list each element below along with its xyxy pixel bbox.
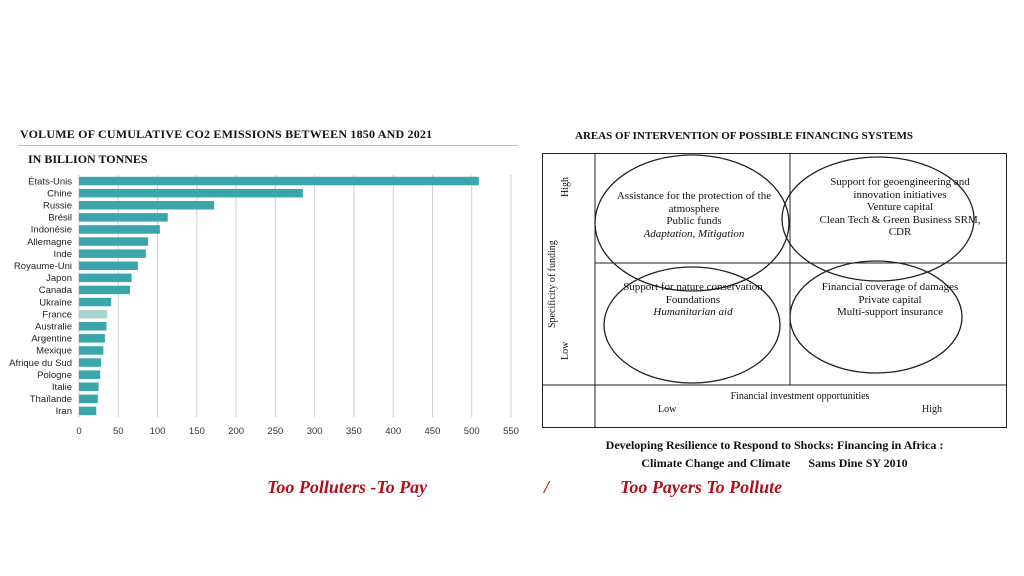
quadrant-bottom-right bbox=[800, 281, 980, 319]
x-high-label: High bbox=[922, 404, 942, 415]
category-label: Ukraine bbox=[39, 297, 72, 309]
bar bbox=[79, 274, 132, 283]
x-tick-label: 450 bbox=[424, 426, 441, 437]
quadrant-text: Public funds bbox=[666, 215, 722, 227]
bar bbox=[79, 370, 100, 379]
category-label: Thaïlande bbox=[29, 394, 72, 406]
bar bbox=[79, 189, 303, 198]
category-label: Brésil bbox=[48, 212, 72, 224]
category-label: Royaume-Uni bbox=[13, 260, 72, 272]
bar bbox=[79, 334, 105, 343]
x-low-label: Low bbox=[658, 404, 677, 415]
quadrant-text: Support for nature conservation bbox=[623, 281, 763, 293]
x-tick-label: 300 bbox=[306, 426, 323, 437]
category-label: France bbox=[42, 309, 72, 321]
category-label: Canada bbox=[38, 285, 72, 297]
category-label: Russie bbox=[42, 200, 72, 212]
bar bbox=[79, 249, 146, 258]
y-axis-title: Specificity of funding bbox=[547, 240, 558, 328]
category-label: Japon bbox=[46, 273, 72, 285]
x-tick-label: 350 bbox=[345, 426, 362, 437]
bar bbox=[79, 201, 214, 210]
bar bbox=[79, 225, 160, 234]
slogan-right: Too Payers To Pollute bbox=[620, 477, 783, 497]
slogan-left: Too Polluters -To Pay bbox=[267, 477, 428, 497]
bar bbox=[79, 177, 479, 186]
category-label: Allemagne bbox=[27, 236, 72, 248]
category-label: Pologne bbox=[37, 369, 72, 381]
category-label: États-Unis bbox=[28, 176, 72, 188]
quadrant-text: Adaptation, Mitigation bbox=[643, 227, 745, 240]
quadrant-bottom-left bbox=[604, 281, 782, 319]
category-label: Italie bbox=[51, 381, 72, 393]
slogan-separator: / bbox=[544, 477, 550, 497]
y-low-label: Low bbox=[560, 341, 571, 360]
category-label: Inde bbox=[53, 248, 72, 260]
category-label: Indonésie bbox=[30, 224, 72, 236]
x-tick-label: 100 bbox=[149, 426, 166, 437]
quadrant-text: Financial coverage of damages bbox=[821, 281, 959, 293]
quadrant-text: Support for geoengineering and bbox=[830, 176, 970, 188]
quadrant-text: innovation initiatives bbox=[853, 188, 947, 201]
quadrant-text: Private capital bbox=[858, 293, 922, 306]
bar bbox=[79, 298, 111, 307]
bar bbox=[79, 383, 99, 392]
bar bbox=[79, 262, 138, 271]
quadrant-top-left bbox=[604, 190, 784, 240]
caption-line: Climate Change and Climate Sams Dine SY 2010 bbox=[641, 456, 908, 470]
bar bbox=[79, 213, 168, 222]
diagram-title: AREAS OF INTERVENTION OF POSSIBLE FINANCING SYSTEMS bbox=[575, 130, 914, 142]
chart-subtitle: IN BILLION TONNES bbox=[28, 152, 148, 166]
quadrant-top-right bbox=[800, 176, 1000, 239]
x-tick-label: 50 bbox=[112, 426, 124, 437]
x-tick-label: 500 bbox=[463, 426, 480, 437]
caption-line: Developing Resilience to Respond to Shocks: Financing in Africa : bbox=[605, 438, 944, 452]
title-divider bbox=[18, 145, 518, 146]
x-tick-label: 550 bbox=[503, 426, 519, 437]
bar bbox=[79, 346, 103, 355]
category-label: Chine bbox=[47, 188, 72, 200]
bar bbox=[79, 358, 101, 367]
chart-title: VOLUME OF CUMULATIVE CO2 EMISSIONS BETWEEN 1850 AND 2021 bbox=[20, 127, 433, 141]
quadrant-text: atmosphere bbox=[668, 202, 720, 215]
bar-chart bbox=[0, 165, 530, 445]
quadrant-text: Clean Tech & Green Business SRM, bbox=[819, 213, 981, 226]
y-high-label: High bbox=[560, 177, 571, 197]
x-tick-label: 200 bbox=[228, 426, 245, 437]
category-label: Afrique du Sud bbox=[9, 357, 72, 369]
bar bbox=[79, 407, 96, 416]
quadrant-text: Humanitarian aid bbox=[653, 306, 733, 318]
x-axis-label: Financial investment opportunities bbox=[730, 391, 870, 402]
category-label: Mexique bbox=[36, 345, 72, 357]
category-label: Iran bbox=[55, 406, 72, 418]
diagram-caption bbox=[542, 436, 1007, 472]
x-tick-label: 150 bbox=[188, 426, 205, 437]
quadrant-text: Foundations bbox=[665, 293, 721, 306]
quadrant-text: Assistance for the protection of the bbox=[616, 190, 772, 202]
quadrant-text: Venture capital bbox=[866, 201, 934, 213]
x-tick-label: 250 bbox=[267, 426, 284, 437]
quadrant-text: CDR bbox=[888, 226, 912, 238]
bar bbox=[79, 395, 98, 404]
bar bbox=[79, 237, 148, 246]
bar bbox=[79, 310, 107, 319]
category-label: Australie bbox=[35, 321, 72, 333]
x-tick-label: 0 bbox=[76, 426, 82, 437]
quadrant-text: Multi-support insurance bbox=[836, 306, 943, 318]
category-label: Argentine bbox=[31, 333, 72, 345]
x-tick-label: 400 bbox=[385, 426, 402, 437]
bar bbox=[79, 322, 106, 331]
bar bbox=[79, 286, 130, 295]
